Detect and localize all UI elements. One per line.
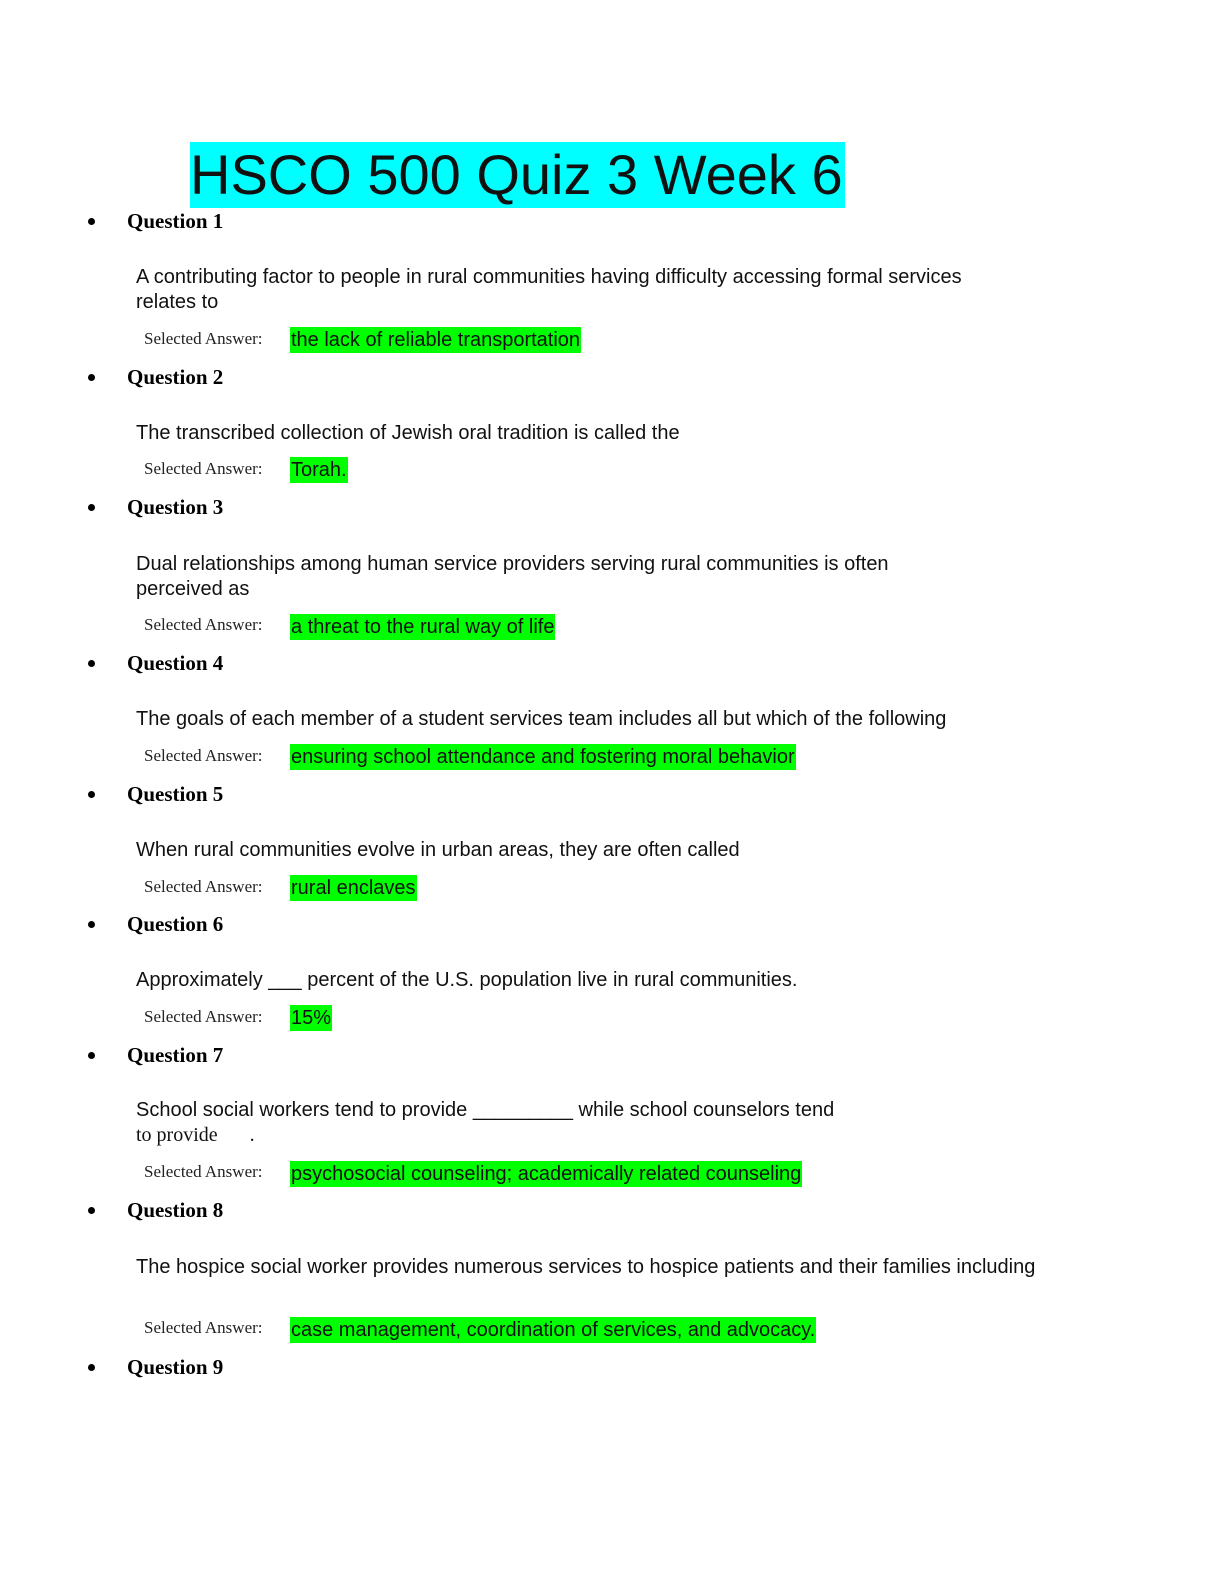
selected-answer-label: Selected Answer:: [144, 329, 263, 348]
question-label: Question 3: [127, 495, 224, 519]
selected-answer-label: Selected Answer:: [144, 746, 263, 765]
question-text: [136, 1098, 1036, 1148]
question-text-line2-start: to provide: [136, 1124, 218, 1146]
page-title: HSCO 500 Quiz 3 Week 6: [190, 143, 843, 206]
selected-answer-label: Selected Answer:: [144, 877, 263, 896]
selected-answer: Torah.: [291, 459, 347, 481]
question-text: A contributing factor to people in rural communities having difficulty accessing formal services relates to: [136, 266, 962, 313]
bullet-icon: [88, 660, 95, 667]
question-text-line1: School social workers tend to provide _________ while school counselors tend: [136, 1099, 835, 1121]
selected-answer: the lack of reliable transportation: [291, 329, 581, 351]
question-label: Question 7: [127, 1043, 224, 1067]
selected-answer: case management, coordination of services, and advocacy.: [291, 1319, 816, 1341]
selected-answer-label: Selected Answer:: [144, 1162, 263, 1181]
selected-answer: 15%: [291, 1007, 332, 1029]
bullet-icon: [88, 374, 95, 381]
question-label: Question 6: [127, 912, 224, 936]
bullet-icon: [88, 791, 95, 798]
question-label: Question 5: [127, 782, 224, 806]
selected-answer: ensuring school attendance and fostering moral behavior: [291, 746, 795, 768]
selected-answer-label: Selected Answer:: [144, 1318, 263, 1337]
question-text: The transcribed collection of Jewish oral tradition is called the: [136, 422, 680, 444]
question-text: Dual relationships among human service providers serving rural communities is often perceived as: [136, 553, 889, 600]
selected-answer: rural enclaves: [291, 877, 416, 899]
selected-answer-label: Selected Answer:: [144, 459, 263, 478]
question-text: The goals of each member of a student services team includes all but which of the following: [136, 708, 947, 730]
selected-answer: a threat to the rural way of life: [291, 616, 555, 638]
bullet-icon: [88, 1207, 95, 1214]
selected-answer-label: Selected Answer:: [144, 615, 263, 634]
question-label: Question 8: [127, 1198, 224, 1222]
question-label: Question 4: [127, 651, 224, 675]
bullet-icon: [88, 1052, 95, 1059]
question-text: Approximately ___ percent of the U.S. population live in rural communities.: [136, 969, 798, 991]
question-label: Question 9: [127, 1355, 224, 1379]
question-text-line2-end: .: [249, 1124, 255, 1146]
selected-answer: psychosocial counseling; academically related counseling: [291, 1163, 802, 1185]
question-text: When rural communities evolve in urban areas, they are often called: [136, 839, 740, 861]
bullet-icon: [88, 504, 95, 511]
selected-answer-label: Selected Answer:: [144, 1007, 263, 1026]
bullet-icon: [88, 921, 95, 928]
bullet-icon: [88, 218, 95, 225]
question-label: Question 1: [127, 209, 224, 233]
question-text: The hospice social worker provides numerous services to hospice patients and their families including: [136, 1256, 1036, 1278]
question-label: Question 2: [127, 365, 224, 389]
question-text-line2: [136, 1123, 1036, 1148]
bullet-icon: [88, 1364, 95, 1371]
